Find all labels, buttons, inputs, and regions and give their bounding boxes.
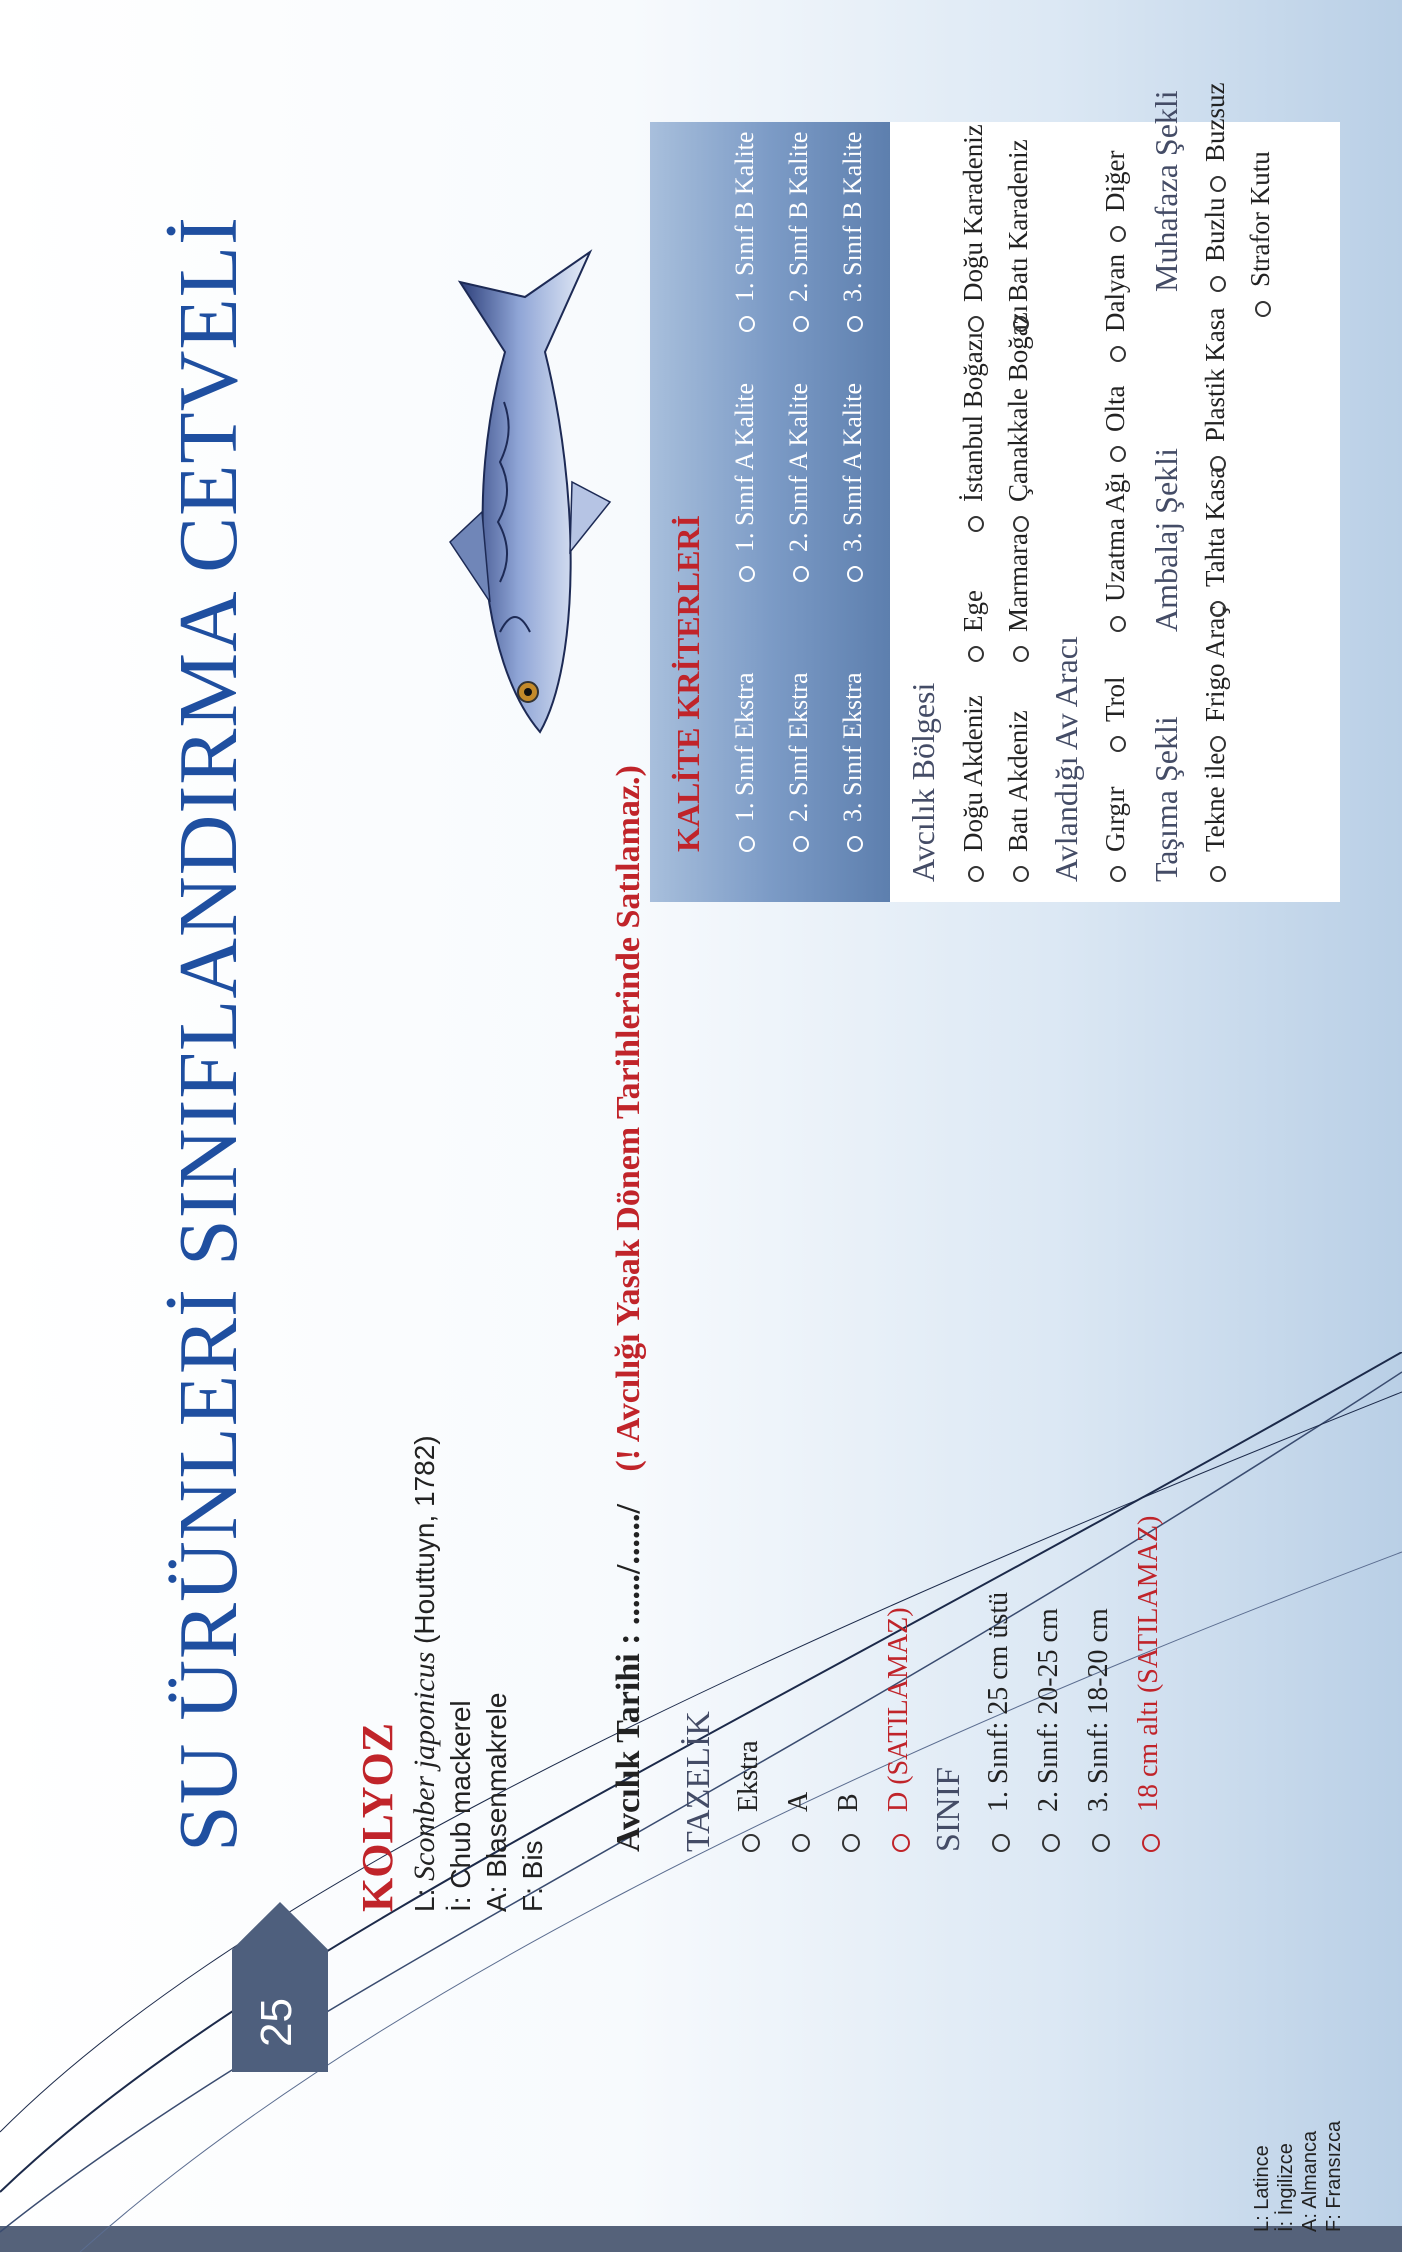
size-class-option[interactable] bbox=[1074, 1516, 1124, 1852]
page-title: SU ÜRÜNLERİ SINIFLANDIRMA CETVELİ bbox=[162, 216, 255, 1852]
option-label: Trol bbox=[1100, 676, 1130, 722]
preservation-option[interactable] bbox=[1200, 198, 1231, 293]
language-legend bbox=[1250, 2121, 1346, 2232]
radio-circle-icon bbox=[792, 1834, 810, 1852]
option-label: 3. Sınıf A Kalite bbox=[838, 383, 867, 552]
radio-circle-icon bbox=[1210, 276, 1226, 292]
freshness-section bbox=[680, 1607, 924, 1852]
option-label: 2. Sınıf B Kalite bbox=[784, 131, 813, 302]
hunting-warning: (! Avcılığı Yasak Dönem Tarihlerinde Satılamaz.) bbox=[610, 765, 647, 1472]
packaging-option[interactable] bbox=[1200, 467, 1231, 617]
quality-option[interactable] bbox=[838, 673, 868, 853]
option-label: Çanakkale Boğazı bbox=[1003, 304, 1033, 502]
freshness-title: TAZELİK bbox=[680, 1711, 717, 1852]
option-label: D (SATILAMAZ) bbox=[883, 1607, 914, 1812]
option-label: Ege bbox=[958, 590, 988, 632]
radio-circle-icon bbox=[847, 316, 863, 332]
species-name: KOLYOZ bbox=[353, 1722, 402, 1912]
option-label: Diğer bbox=[1100, 150, 1130, 212]
quality-option[interactable] bbox=[838, 383, 868, 582]
quality-option[interactable] bbox=[784, 132, 814, 332]
gear-option[interactable] bbox=[1100, 254, 1131, 362]
region-option[interactable] bbox=[1003, 710, 1034, 882]
hunting-date-line bbox=[610, 765, 648, 1852]
transport-option[interactable] bbox=[1200, 753, 1231, 882]
size-class-section bbox=[930, 1516, 1174, 1852]
radio-circle-icon bbox=[1013, 516, 1029, 532]
option-label: 3. Sınıf B Kalite bbox=[838, 131, 867, 302]
option-label: 1. Sınıf Ekstra bbox=[730, 672, 759, 822]
option-label: Buzlu bbox=[1200, 197, 1230, 262]
option-label: 18 cm altı (SATILAMAZ) bbox=[1133, 1515, 1164, 1812]
radio-circle-icon bbox=[1210, 736, 1226, 752]
radio-circle-icon bbox=[1142, 1834, 1160, 1852]
latin-name: Scomber japonicus bbox=[408, 1651, 441, 1881]
quality-option[interactable] bbox=[730, 673, 760, 853]
radio-circle-icon bbox=[1110, 446, 1126, 462]
option-label: Gırgır bbox=[1100, 786, 1130, 852]
radio-circle-icon bbox=[1110, 866, 1126, 882]
option-label: 2. Sınıf: 20-25 cm bbox=[1033, 1608, 1064, 1812]
preservation-option[interactable] bbox=[1200, 83, 1231, 192]
size-class-option[interactable] bbox=[1124, 1516, 1174, 1852]
gear-option[interactable] bbox=[1100, 151, 1131, 242]
option-label: Frigo Araç bbox=[1200, 605, 1230, 722]
option-label: Plastik Kasa bbox=[1200, 307, 1230, 442]
radio-circle-icon bbox=[1210, 176, 1226, 192]
option-label: Uzatma Ağı bbox=[1100, 472, 1130, 602]
radio-circle-icon bbox=[1013, 866, 1029, 882]
option-label: İstanbul Boğazı bbox=[958, 331, 988, 502]
radio-circle-icon bbox=[739, 836, 755, 852]
region-option[interactable] bbox=[958, 695, 989, 882]
option-label: 1. Sınıf B Kalite bbox=[730, 131, 759, 302]
packaging-option[interactable] bbox=[1245, 151, 1276, 317]
radio-circle-icon bbox=[739, 566, 755, 582]
region-option[interactable] bbox=[1003, 533, 1034, 662]
gear-option[interactable] bbox=[1100, 676, 1131, 752]
region-option[interactable] bbox=[958, 590, 989, 662]
radio-circle-icon bbox=[1110, 226, 1126, 242]
freshness-option[interactable] bbox=[724, 1607, 774, 1852]
radio-circle-icon bbox=[847, 566, 863, 582]
option-label: Doğu Karadeniz bbox=[958, 124, 988, 302]
quality-title: KALİTE KRİTERLERİ bbox=[670, 515, 706, 852]
gear-option[interactable] bbox=[1100, 787, 1131, 883]
option-label: Dalyan bbox=[1100, 254, 1130, 332]
preservation-title: Muhafaza Şekli bbox=[1148, 90, 1184, 292]
latin-author: (Houttuyn, 1782) bbox=[409, 1435, 440, 1652]
quality-option[interactable] bbox=[784, 673, 814, 853]
quality-option[interactable] bbox=[784, 383, 814, 582]
option-label: Tahta Kasa bbox=[1200, 466, 1230, 587]
radio-circle-icon bbox=[842, 1834, 860, 1852]
page-number: 25 bbox=[252, 1998, 301, 2047]
species-info bbox=[352, 1012, 551, 1912]
latin-prefix: L: bbox=[409, 1880, 440, 1912]
region-title: Avcılık Bölgesi bbox=[905, 682, 941, 882]
radio-circle-icon bbox=[793, 836, 809, 852]
radio-circle-icon bbox=[1013, 316, 1029, 332]
radio-circle-icon bbox=[968, 516, 984, 532]
option-label: Buzsuz bbox=[1200, 82, 1230, 162]
radio-circle-icon bbox=[1013, 646, 1029, 662]
radio-circle-icon bbox=[1210, 456, 1226, 472]
packaging-option[interactable] bbox=[1200, 308, 1231, 472]
radio-circle-icon bbox=[968, 316, 984, 332]
transport-title: Taşıma Şekli bbox=[1148, 716, 1184, 882]
region-option[interactable] bbox=[958, 332, 989, 532]
size-class-option[interactable] bbox=[1024, 1516, 1074, 1852]
option-label: 1. Sınıf A Kalite bbox=[730, 383, 759, 552]
quality-option[interactable] bbox=[730, 132, 760, 332]
quality-option[interactable] bbox=[838, 132, 868, 332]
option-label: 1. Sınıf: 25 cm üstü bbox=[983, 1591, 1014, 1812]
gear-option[interactable] bbox=[1100, 472, 1131, 632]
packaging-title: Ambalaj Şekli bbox=[1148, 448, 1184, 632]
freshness-option[interactable] bbox=[774, 1607, 824, 1852]
quality-option[interactable] bbox=[730, 383, 760, 582]
radio-circle-icon bbox=[1110, 616, 1126, 632]
radio-circle-icon bbox=[847, 836, 863, 852]
size-class-option[interactable] bbox=[974, 1516, 1024, 1852]
latin-name-line bbox=[407, 1012, 443, 1912]
radio-circle-icon bbox=[968, 866, 984, 882]
radio-circle-icon bbox=[1210, 866, 1226, 882]
option-label: Olta bbox=[1100, 385, 1130, 432]
transport-option[interactable] bbox=[1200, 606, 1231, 752]
radio-circle-icon bbox=[1110, 346, 1126, 362]
english-name: İ: Chub mackerel bbox=[445, 1700, 476, 1912]
option-label: Tekne ile bbox=[1200, 752, 1230, 852]
hunting-date-label: Avcılık Tarihi : ....../....../ bbox=[610, 1504, 647, 1852]
legend-item: İ: İngilizce bbox=[1275, 2143, 1297, 2232]
option-label: B bbox=[833, 1793, 864, 1812]
radio-circle-icon bbox=[1210, 601, 1226, 617]
option-label: 2. Sınıf A Kalite bbox=[784, 383, 813, 552]
option-label: Ekstra bbox=[733, 1740, 764, 1812]
region-option[interactable] bbox=[1003, 139, 1034, 332]
mackerel-illustration bbox=[420, 232, 630, 752]
gear-title: Avlandığı Av Aracı bbox=[1048, 636, 1084, 882]
radio-circle-icon bbox=[1255, 301, 1271, 317]
french-name: F: Bis bbox=[517, 1840, 548, 1912]
region-option[interactable] bbox=[958, 124, 989, 332]
radio-circle-icon bbox=[739, 316, 755, 332]
freshness-option[interactable] bbox=[824, 1607, 874, 1852]
size-class-title: SINIF bbox=[930, 1766, 967, 1852]
radio-circle-icon bbox=[793, 316, 809, 332]
option-label: Strafor Kutu bbox=[1245, 151, 1275, 287]
radio-circle-icon bbox=[1042, 1834, 1060, 1852]
option-label: 3. Sınıf: 18-20 cm bbox=[1083, 1608, 1114, 1812]
radio-circle-icon bbox=[992, 1834, 1010, 1852]
legend-item: A: Almanca bbox=[1299, 2130, 1321, 2232]
option-label: Batı Karadeniz bbox=[1003, 139, 1033, 302]
radio-circle-icon bbox=[968, 646, 984, 662]
radio-circle-icon bbox=[892, 1834, 910, 1852]
option-label: 3. Sınıf Ekstra bbox=[838, 672, 867, 822]
freshness-option[interactable] bbox=[874, 1607, 924, 1852]
option-label: A bbox=[783, 1791, 814, 1812]
option-label: Marmara bbox=[1003, 533, 1033, 632]
legend-item: L: Latince bbox=[1251, 2145, 1273, 2232]
option-label: 2. Sınıf Ekstra bbox=[784, 672, 813, 822]
region-option[interactable] bbox=[1003, 305, 1034, 532]
german-name: A: Blasenmakrele bbox=[481, 1692, 512, 1912]
gear-option[interactable] bbox=[1100, 386, 1131, 463]
legend-item: F: Fransızca bbox=[1323, 2120, 1345, 2232]
radio-circle-icon bbox=[742, 1834, 760, 1852]
radio-circle-icon bbox=[1110, 736, 1126, 752]
radio-circle-icon bbox=[793, 566, 809, 582]
option-label: Doğu Akdeniz bbox=[958, 695, 988, 852]
option-label: Batı Akdeniz bbox=[1003, 710, 1033, 852]
radio-circle-icon bbox=[1092, 1834, 1110, 1852]
